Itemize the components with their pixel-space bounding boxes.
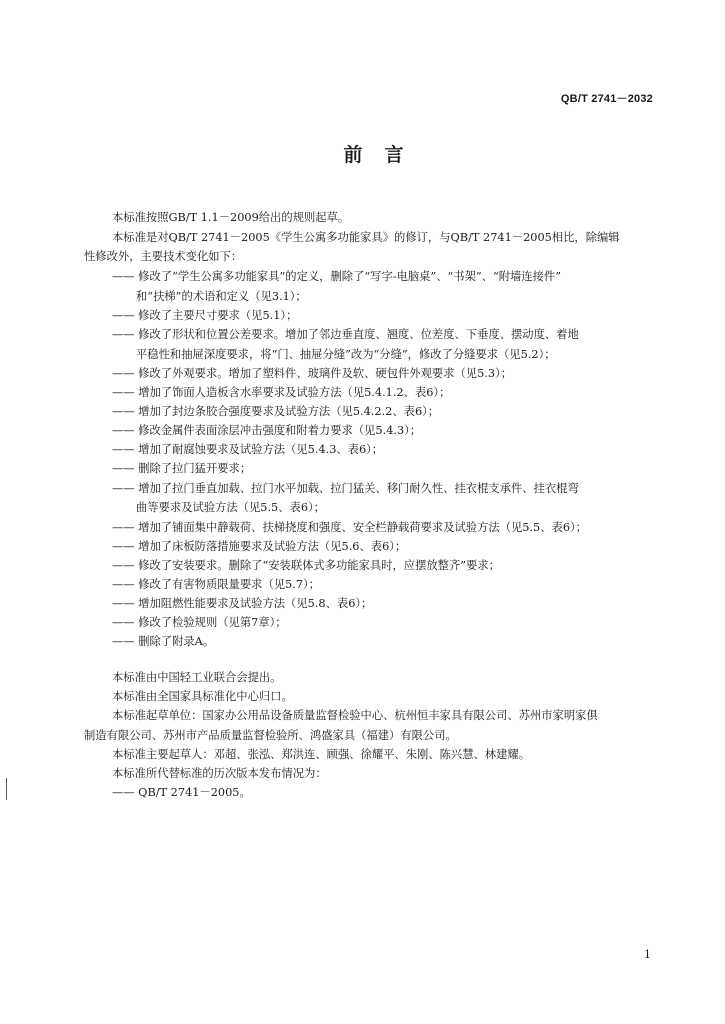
change-item: —— 增加了拉门垂直加载、拉门水平加载、拉门猛关、移门耐久性、挂衣棍支承件、挂衣棍弯 bbox=[112, 482, 579, 495]
closing-line: 本标准起草单位：国家办公用品设备质量监督检验中心、杭州恒丰家具有限公司、苏州市家明家俱 bbox=[112, 709, 598, 722]
scan-margin-mark bbox=[6, 778, 10, 800]
intro-line: 性修改外，主要技术变化如下： bbox=[84, 250, 243, 263]
change-item: —— 删除了附录A。 bbox=[112, 635, 215, 648]
intro-line: 本标准是对QB/T 2741－2005《学生公寓多功能家具》的修订，与QB/T 2741－2005相比，除编辑 bbox=[112, 231, 620, 244]
change-item: —— 修改了外观要求。增加了塑料件、玻璃件及软、硬包件外观要求（见5.3）； bbox=[112, 367, 513, 380]
change-item: —— 修改了形状和位置公差要求。增加了邻边垂直度、翘度、位差度、下垂度、摆动度、着地 bbox=[112, 328, 579, 341]
page-title: 前言 bbox=[343, 144, 426, 166]
change-item: —— 修改了检验规则（见第7章）； bbox=[112, 616, 287, 629]
closing-line: 本标准所代替标准的历次版本发布情况为： bbox=[112, 767, 327, 780]
change-item: —— 修改了“学生公寓多功能家具”的定义，删除了“写字-电脑桌”、“书架”、“附墙连接件” bbox=[112, 270, 562, 283]
change-item: —— 增加了铺面集中静载荷、扶梯挠度和强度、安全栏静载荷要求及试验方法（见5.5、表6）； bbox=[112, 521, 587, 534]
change-item: —— 增加阻燃性能要求及试验方法（见5.8、表6）； bbox=[112, 597, 373, 610]
change-item: —— 增加了耐腐蚀要求及试验方法（见5.4.3、表6）； bbox=[112, 443, 384, 456]
change-item: —— 修改了安装要求。删除了“安装联体式多功能家具时，应摆放整齐”要求； bbox=[112, 559, 500, 572]
change-item: —— 增加了饰面人造板含水率要求及试验方法（见5.4.1.2、表6）； bbox=[112, 386, 451, 399]
closing-line: 制造有限公司、苏州市产品质量监督检验所、鸿盛家具（福建）有限公司。 bbox=[84, 729, 457, 742]
closing-line: 本标准由中国轻工业联合会提出。 bbox=[112, 671, 282, 684]
change-item: —— 增加了床板防落措施要求及试验方法（见5.6、表6）； bbox=[112, 540, 407, 553]
change-item-cont: 曲等要求及试验方法（见5.5、表6）； bbox=[136, 501, 325, 514]
closing-line: 本标准由全国家具标准化中心归口。 bbox=[112, 690, 293, 703]
change-item: —— 删除了拉门猛开要求； bbox=[112, 462, 252, 475]
change-item: —— 增加了封边条胶合强度要求及试验方法（见5.4.2.2、表6）； bbox=[112, 405, 440, 418]
doc-code: QB/T 2741－2032 bbox=[560, 93, 653, 105]
change-item: —— 修改了主要尺寸要求（见5.1）； bbox=[112, 309, 298, 322]
change-item-cont: 和“扶梯”的术语和定义（见3.1）； bbox=[136, 290, 307, 303]
change-item: —— 修改金属件表面涂层冲击强度和附着力要求（见5.4.3）； bbox=[112, 424, 422, 437]
change-item-cont: 平稳性和抽屉深度要求，将“门、抽屉分缝”改为“分缝”，修改了分缝要求（见5.2）； bbox=[136, 348, 556, 361]
closing-line: —— QB/T 2741－2005。 bbox=[112, 786, 251, 799]
page-number: 1 bbox=[644, 948, 651, 961]
intro-line: 本标准按照GB/T 1.1－2009给出的规则起草。 bbox=[112, 211, 350, 224]
closing-line: 本标准主要起草人：邓超、张泓、郑洪连、顾强、徐耀平、朱刚、陈兴慧、林建耀。 bbox=[112, 748, 530, 761]
change-item: —— 修改了有害物质限量要求（见5.7）； bbox=[112, 578, 320, 591]
